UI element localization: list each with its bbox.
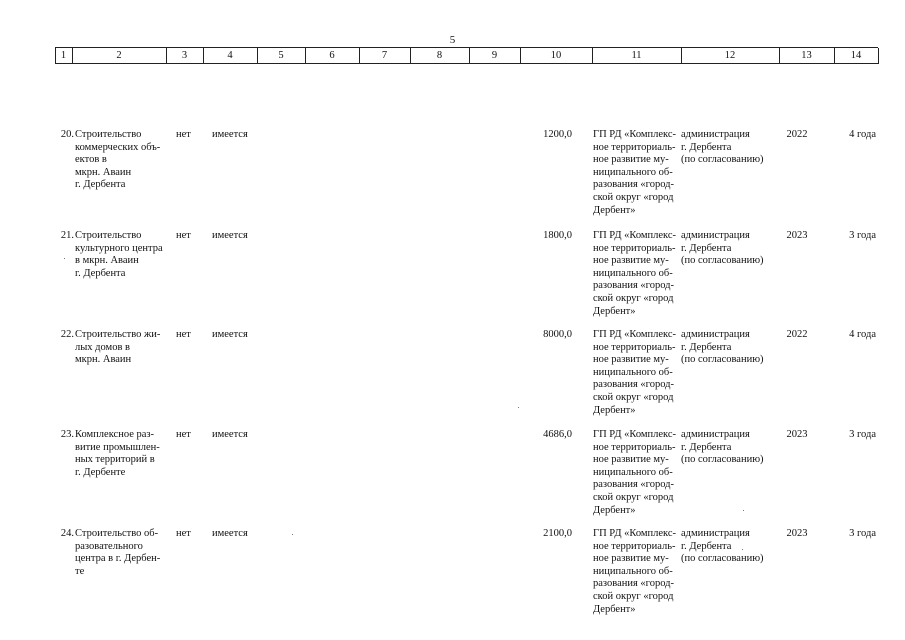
partner: администрация г. Дербента (по согласованию) <box>681 528 764 565</box>
column-3-value: нет <box>176 528 191 539</box>
header-col-12: 12 <box>724 50 736 61</box>
row-number: 20. <box>60 129 74 140</box>
partner: администрация г. Дербента (по согласованию) <box>681 429 764 466</box>
header-col-7: 7 <box>381 50 388 61</box>
scan-speck <box>292 534 293 535</box>
partner: администрация г. Дербента (по согласованию) <box>681 329 764 366</box>
column-3-value: нет <box>176 329 191 340</box>
duration: 3 года <box>849 230 876 241</box>
project-name: Строительство культурного центра в мкрн. Аваин г. Дербента <box>75 230 163 279</box>
scan-speck <box>64 258 65 259</box>
project-name: Строительство об- разовательного центра в г. Дербен- те <box>75 528 161 577</box>
header-col-9: 9 <box>491 50 498 61</box>
amount: 2100,0 <box>543 528 572 539</box>
duration: 3 года <box>849 528 876 539</box>
amount: 8000,0 <box>543 329 572 340</box>
row-number: 22. <box>60 329 74 340</box>
column-4-value: имеется <box>212 129 248 140</box>
executor: ГП РД «Комплекс- ное территориаль- ное развитие му- ниципального об- разования «город- ской округ «город Дербент» <box>593 230 677 317</box>
start-year: 2023 <box>786 429 808 440</box>
amount: 1800,0 <box>543 230 572 241</box>
header-col-13: 13 <box>801 50 812 61</box>
column-4-value: имеется <box>212 429 248 440</box>
executor: ГП РД «Комплекс- ное территориаль- ное развитие му- ниципального об- разования «город- ской округ «город Дербент» <box>593 429 677 516</box>
row-number: 24. <box>60 528 74 539</box>
duration: 4 года <box>849 329 876 340</box>
header-col-14: 14 <box>850 50 862 61</box>
header-divider <box>878 48 879 64</box>
scan-speck <box>743 510 744 511</box>
header-col-3: 3 <box>181 50 188 61</box>
executor: ГП РД «Комплекс- ное территориаль- ное развитие му- ниципального об- разования «город- ской округ «город Дербент» <box>593 129 677 216</box>
start-year: 2022 <box>786 129 808 140</box>
header-bottom-border <box>55 63 878 64</box>
header-col-10: 10 <box>550 50 562 61</box>
column-4-value: имеется <box>212 329 248 340</box>
partner: администрация г. Дербента (по согласованию) <box>681 129 764 166</box>
start-year: 2022 <box>786 329 808 340</box>
partner: администрация г. Дербента (по согласованию) <box>681 230 764 267</box>
scan-speck <box>742 549 743 550</box>
row-number: 21. <box>60 230 74 241</box>
project-name: Строительство жи- лых домов в мкрн. Аваин <box>75 329 161 366</box>
executor: ГП РД «Комплекс- ное территориаль- ное развитие му- ниципального об- разования «город- ской округ «город Дербент» <box>593 329 677 416</box>
amount: 1200,0 <box>543 129 572 140</box>
amount: 4686,0 <box>543 429 572 440</box>
column-3-value: нет <box>176 230 191 241</box>
column-4-value: имеется <box>212 230 248 241</box>
executor: ГП РД «Комплекс- ное территориаль- ное развитие му- ниципального об- разования «город- ской округ «город Дербент» <box>593 528 677 615</box>
project-name: Комплексное раз- витие промышлен- ных территорий в г. Дербенте <box>75 429 160 478</box>
header-col-4: 4 <box>227 50 233 61</box>
column-3-value: нет <box>176 129 191 140</box>
project-name: Строительство коммерческих объ- ектов в мкрн. Аваин г. Дербента <box>75 129 161 191</box>
page-number: 5 <box>449 34 456 46</box>
scan-speck <box>518 407 519 408</box>
start-year: 2023 <box>786 528 808 539</box>
header-col-6: 6 <box>329 50 335 61</box>
header-col-1: 1 <box>60 50 67 61</box>
header-col-5: 5 <box>278 50 284 61</box>
duration: 4 года <box>849 129 876 140</box>
row-number: 23. <box>60 429 74 440</box>
header-col-8: 8 <box>436 50 443 61</box>
column-3-value: нет <box>176 429 191 440</box>
header-col-2: 2 <box>116 50 122 61</box>
start-year: 2023 <box>786 230 808 241</box>
duration: 3 года <box>849 429 876 440</box>
column-4-value: имеется <box>212 528 248 539</box>
header-col-11: 11 <box>631 50 642 61</box>
